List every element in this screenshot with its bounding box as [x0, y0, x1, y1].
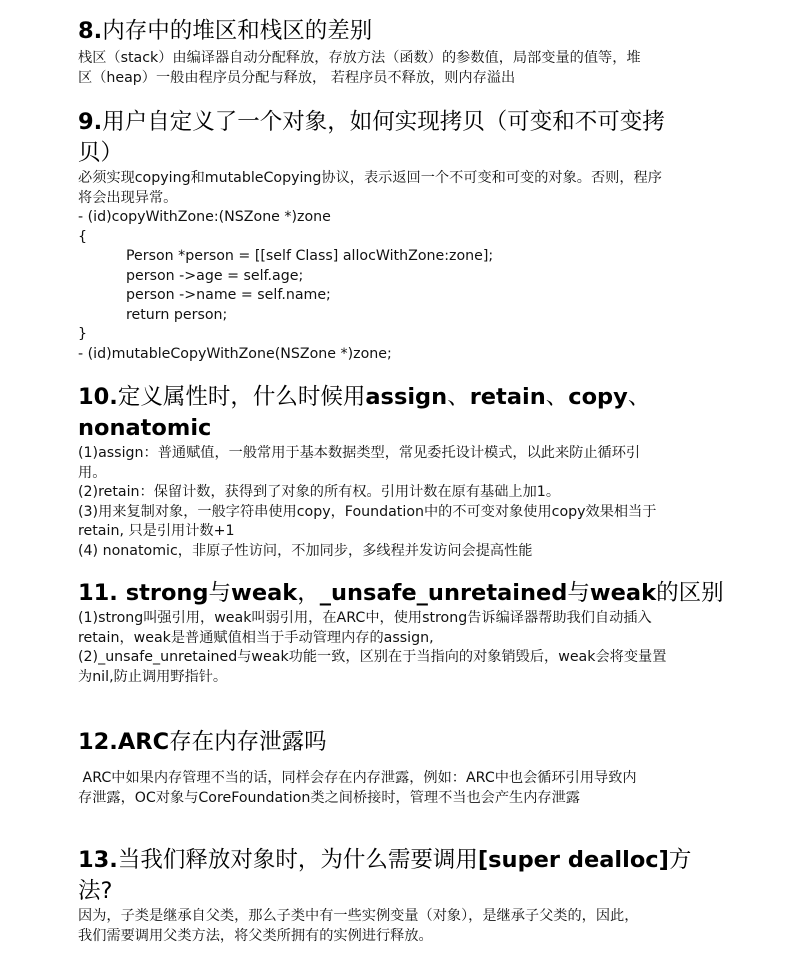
section-10-line-5: retain, 只是引用计数+1: [78, 523, 235, 540]
section-9: [78, 107, 665, 364]
section-12-line-1: ARC中如果内存管理不当的话，同样会存在内存泄露，例如：ARC中也会循环引用导致内: [78, 770, 637, 786]
section-11-line-4: 为nil,防止调用野指针。: [78, 668, 228, 685]
code-line: return person;: [126, 306, 228, 323]
code-line: - (id)mutableCopyWithZone(NSZone *)zone;: [78, 345, 392, 362]
section-13-heading: 13.当我们释放对象时，为什么需要调用[super dealloc]方: [78, 847, 692, 873]
code-line: Person *person = [[self Class] allocWithZone:zone];: [126, 248, 494, 265]
code-line: }: [78, 326, 88, 343]
section-13-heading-cont: 法?: [78, 878, 113, 904]
section-10-line-6: (4) nonatomic，非原子性访问，不加同步，多线程并发访问会提高性能: [78, 542, 533, 559]
section-11-heading: 11. strong与weak，_unsafe_unretained与weak的区别: [78, 580, 724, 606]
code-line: {: [78, 228, 88, 245]
section-9-line-2: 将会出现异常。: [78, 189, 178, 206]
section-8-heading: 8.内存中的堆区和栈区的差别: [78, 18, 373, 44]
section-9-heading: 9.用户自定义了一个对象，如何实现拷贝（可变和不可变拷: [78, 109, 665, 135]
section-10-heading-cont: nonatomic: [78, 415, 212, 441]
section-12: [78, 727, 637, 808]
section-10-line-2: 用。: [78, 464, 107, 481]
section-8-line-1: 栈区（stack）由编译器自动分配释放，存放方法（函数）的参数值，局部变量的值等，堆: [78, 50, 641, 66]
section-8: [78, 16, 641, 88]
section-10-line-4: (3)用来复制对象，一般字符串使用copy，Foundation中的不可变对象使用copy效果相当于: [78, 503, 657, 520]
section-9-heading-cont: 贝）: [78, 140, 124, 166]
section-10: [78, 382, 657, 562]
section-8-line-2: 区（heap）一般由程序员分配与释放， 若程序员不释放，则内存溢出: [78, 69, 516, 86]
section-12-heading: 12.ARC存在内存泄露吗: [78, 729, 327, 755]
section-11-line-1: (1)strong叫强引用，weak叫弱引用，在ARC中，使用strong告诉编译器帮助我们自动插入: [78, 610, 652, 626]
code-line: person ->name = self.name;: [126, 287, 331, 304]
section-11-line-3: (2)_unsafe_unretained与weak功能一致，区别在于当指向的对象销毁后，weak会将变量置: [78, 649, 667, 666]
section-10-line-1: (1)assign：普通赋值，一般常用于基本数据类型，常见委托设计模式，以此来防止循环引: [78, 445, 641, 461]
section-11: [78, 578, 724, 687]
section-13: [78, 845, 691, 946]
section-12-line-2: 存泄露，OC对象与CoreFoundation类之间桥接时，管理不当也会产生内存泄露: [78, 789, 580, 806]
code-line: - (id)copyWithZone:(NSZone *)zone: [78, 209, 331, 226]
code-line: person ->age = self.age;: [126, 267, 304, 284]
section-13-line-1: 因为，子类是继承自父类，那么子类中有一些实例变量（对象），是继承子父类的，因此，: [78, 908, 639, 924]
section-11-line-2: retain，weak是普通赋值相当于手动管理内存的assign,: [78, 629, 434, 646]
section-10-heading: 10.定义属性时，什么时候用assign、retain、copy、: [78, 384, 651, 410]
section-9-line-1: 必须实现copying和mutableCopying协议，表示返回一个不可变和可变的对象。否则，程序: [78, 170, 662, 186]
section-13-line-2: 我们需要调用父类方法，将父类所拥有的实例进行释放。: [78, 927, 433, 944]
section-10-line-3: (2)retain：保留计数，获得到了对象的所有权。引用计数在原有基础上加1。: [78, 484, 561, 501]
